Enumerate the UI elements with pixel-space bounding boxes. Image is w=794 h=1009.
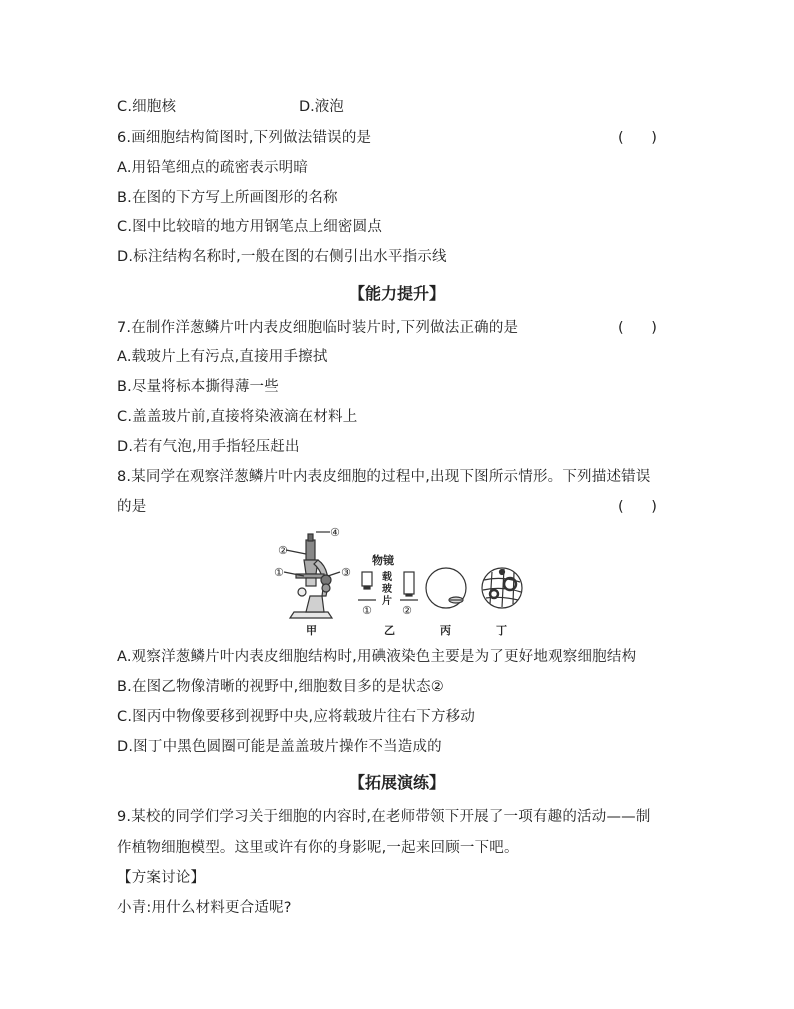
state-label-2: ② — [402, 604, 412, 617]
figure-label-yi: 乙 — [384, 624, 395, 637]
q9-line2: 作植物细胞模型。这里或许有你的身影呢,一起来回顾一下吧。 — [117, 840, 519, 856]
q9-xiaoqing-question: 小青:用什么材料更合适呢? — [117, 900, 292, 916]
microscope-label-1: ① — [274, 566, 284, 579]
q9-discussion-heading: 【方案讨论】 — [117, 870, 206, 886]
microscope-label-4: ④ — [330, 526, 340, 539]
q8-answer-blank: ( ) — [618, 499, 657, 515]
slide-label-char3: 片 — [382, 596, 392, 607]
state-label-1: ① — [362, 604, 372, 617]
microscope-label-3: ③ — [341, 566, 351, 579]
q5-option-d: D.液泡 — [299, 99, 344, 115]
section-heading-extension: 【拓展演练】 — [348, 773, 445, 792]
section-heading-ability: 【能力提升】 — [348, 284, 445, 303]
q8-stem-line1: 8.某同学在观察洋葱鳞片叶内表皮细胞的过程中,出现下图所示情形。下列描述错误 — [117, 469, 651, 485]
q6-option-d: D.标注结构名称时,一般在图的右侧引出水平指示线 — [117, 249, 447, 265]
q8-option-d: D.图丁中黑色圆圈可能是盖盖玻片操作不当造成的 — [117, 739, 442, 755]
figure-label-jia: 甲 — [306, 624, 317, 637]
q7-answer-blank: ( ) — [618, 320, 657, 336]
q7-option-b: B.尽量将标本撕得薄一些 — [117, 379, 279, 395]
slide-label-char2: 玻 — [382, 584, 392, 595]
view-field-ding — [482, 568, 522, 608]
q8-figure — [266, 526, 546, 638]
q8-option-c: C.图丙中物像要移到视野中央,应将载玻片往右下方移动 — [117, 709, 476, 725]
view-field-bing — [426, 568, 466, 608]
q5-option-c: C.细胞核 — [117, 99, 177, 115]
q7-option-a: A.载玻片上有污点,直接用手擦拭 — [117, 349, 328, 365]
q7-option-d: D.若有气泡,用手指轻压赶出 — [117, 439, 300, 455]
q7-stem: 7.在制作洋葱鳞片叶内表皮细胞临时装片时,下列做法正确的是 — [117, 320, 519, 336]
q9-line1: 9.某校的同学们学习关于细胞的内容时,在老师带领下开展了一项有趣的活动——制 — [117, 809, 651, 825]
slide-label-char1: 载 — [382, 572, 392, 583]
figure-label-bing: 丙 — [440, 624, 451, 637]
q7-option-c: C.盖盖玻片前,直接将染液滴在材料上 — [117, 409, 358, 425]
q6-option-b: B.在图的下方写上所画图形的名称 — [117, 190, 338, 206]
objective-label: 物镜 — [372, 554, 394, 567]
q8-option-b: B.在图乙物像清晰的视野中,细胞数目多的是状态② — [117, 679, 444, 695]
q6-stem: 6.画细胞结构简图时,下列做法错误的是 — [117, 130, 372, 146]
q8-stem-line2: 的是 — [117, 499, 147, 515]
q8-option-a: A.观察洋葱鳞片叶内表皮细胞结构时,用碘液染色主要是为了更好地观察细胞结构 — [117, 649, 637, 665]
figure-label-ding: 丁 — [496, 624, 507, 637]
q6-answer-blank: ( ) — [618, 130, 657, 146]
microscope-label-2: ② — [278, 544, 288, 557]
q6-option-a: A.用铅笔细点的疏密表示明暗 — [117, 160, 309, 176]
microscope-drawing — [284, 532, 340, 618]
q6-option-c: C.图中比较暗的地方用钢笔点上细密圆点 — [117, 219, 383, 235]
